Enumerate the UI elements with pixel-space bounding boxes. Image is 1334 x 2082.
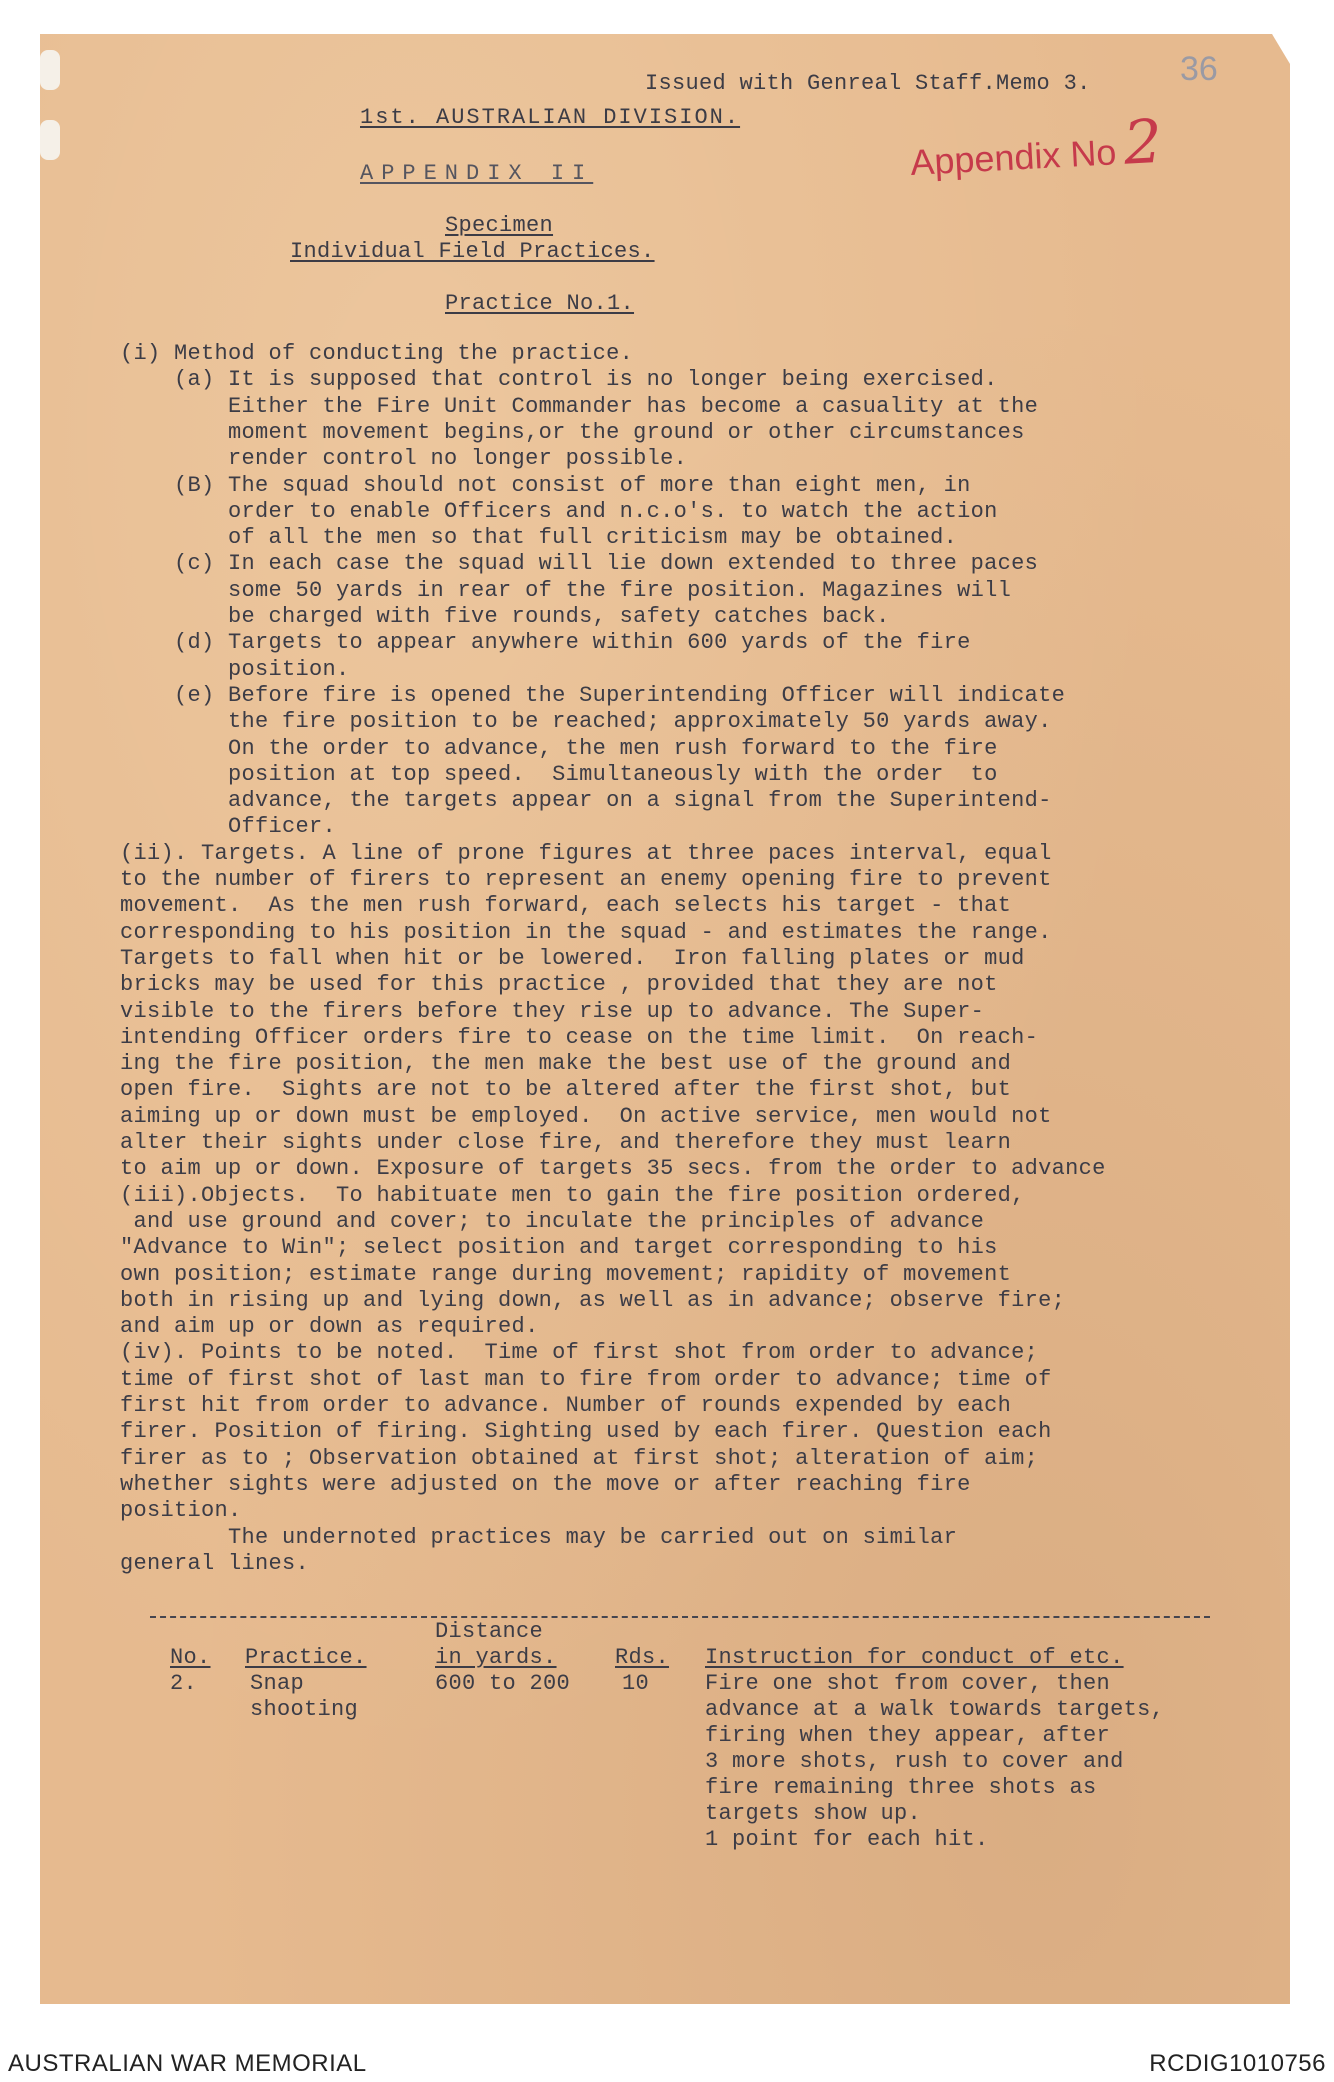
body-line: Either the Fire Unit Commander has become a casuality at the — [120, 394, 1039, 419]
body-line: own position; estimate range during movement; rapidity of movement — [120, 1262, 1012, 1287]
row-rds: 10 — [622, 1671, 650, 1696]
footer-id: RCDIG1010756 — [1149, 2050, 1326, 2077]
body-line: (d) Targets to appear anywhere within 600 yards of the fire — [120, 630, 971, 655]
body-line: (e) Before fire is opened the Superintending Officer will indicate — [120, 683, 1066, 708]
body-line: and aim up or down as required. — [120, 1314, 539, 1339]
footer-source: AUSTRALIAN WAR MEMORIAL — [8, 2050, 367, 2077]
body-line: visible to the firers before they rise up to advance. The Super- — [120, 999, 985, 1024]
body-line: and use ground and cover; to inculate the principles of advance — [120, 1209, 985, 1234]
body-line: some 50 yards in rear of the fire position. Magazines will — [120, 578, 1012, 603]
appendix-number: 2 — [1122, 106, 1164, 179]
body-line: (c) In each case the squad will lie down extended to three paces — [120, 551, 1039, 576]
table-top-rule — [150, 1616, 1210, 1618]
division-heading: 1st. AUSTRALIAN DIVISION. — [360, 105, 741, 130]
instruction-line: advance at a walk towards targets, — [705, 1697, 1165, 1722]
col-practice-header: Practice. — [245, 1645, 367, 1670]
col-no-header: No. — [170, 1645, 211, 1670]
col-instruction-header: Instruction for conduct of etc. — [705, 1645, 1124, 1670]
row-practice-2: shooting — [250, 1697, 359, 1722]
punch-hole — [40, 50, 60, 90]
row-practice-1: Snap — [250, 1671, 305, 1696]
body-line: bricks may be used for this practice , provided that they are not — [120, 972, 998, 997]
body-line: movement. As the men rush forward, each selects his target - that — [120, 893, 1012, 918]
appendix-label: Appendix No — [909, 131, 1118, 183]
body-line: alter their sights under close fire, and therefore they must learn — [120, 1130, 1012, 1155]
body-line: (B) The squad should not consist of more than eight men, in — [120, 473, 971, 498]
instruction-line: Fire one shot from cover, then — [705, 1671, 1111, 1696]
col-distance-header-2: in yards. — [435, 1645, 557, 1670]
punch-hole — [40, 120, 60, 160]
appendix-handwritten — [908, 107, 1164, 190]
body-line: time of first shot of last man to fire from order to advance; time of — [120, 1367, 1052, 1392]
body-line: "Advance to Win"; select position and target corresponding to his — [120, 1235, 998, 1260]
body-line: firer. Position of firing. Sighting used by each firer. Question each — [120, 1419, 1052, 1444]
instruction-line: 1 point for each hit. — [705, 1827, 989, 1852]
issued-note: Issued with Genreal Staff.Memo 3. — [645, 71, 1091, 96]
title-individual-field-practices: Individual Field Practices. — [290, 239, 655, 264]
body-line: position. — [120, 1498, 242, 1523]
practice-number: Practice No.1. — [445, 291, 635, 316]
body-line: of all the men so that full criticism may be obtained. — [120, 525, 958, 550]
page-number: 36 — [1180, 50, 1218, 88]
instruction-line: 3 more shots, rush to cover and — [705, 1749, 1124, 1774]
body-line: moment movement begins,or the ground or other circumstances — [120, 420, 1025, 445]
row-distance: 600 to 200 — [435, 1671, 571, 1696]
body-line: (a) It is supposed that control is no longer being exercised. — [120, 367, 998, 392]
body-line: The undernoted practices may be carried out on similar — [120, 1525, 958, 1550]
body-line: be charged with five rounds, safety catches back. — [120, 604, 890, 629]
body-line: Targets to fall when hit or be lowered. Iron falling plates or mud — [120, 946, 1025, 971]
col-rds-header: Rds. — [615, 1645, 670, 1670]
body-line: (i) Method of conducting the practice. — [120, 341, 634, 366]
body-line: open fire. Sights are not to be altered after the first shot, but — [120, 1077, 1012, 1102]
instruction-line: targets show up. — [705, 1801, 922, 1826]
body-line: (iv). Points to be noted. Time of first shot from order to advance; — [120, 1340, 1039, 1365]
body-line: advance, the targets appear on a signal from the Superintend- — [120, 788, 1052, 813]
body-line: (ii). Targets. A line of prone figures at three paces interval, equal — [120, 841, 1052, 866]
body-line: to the number of firers to represent an enemy opening fire to prevent — [120, 867, 1052, 892]
body-line: intending Officer orders fire to cease on the time limit. On reach- — [120, 1025, 1039, 1050]
col-distance-header-1: Distance — [435, 1619, 544, 1644]
body-line: the fire position to be reached; approximately 50 yards away. — [120, 709, 1052, 734]
body-line: aiming up or down must be employed. On active service, men would not — [120, 1104, 1052, 1129]
body-line: firer as to ; Observation obtained at first shot; alteration of aim; — [120, 1446, 1039, 1471]
body-line: general lines. — [120, 1551, 310, 1576]
body-line: to aim up or down. Exposure of targets 35 secs. from the order to advance — [120, 1156, 1106, 1181]
instruction-line: fire remaining three shots as — [705, 1775, 1097, 1800]
body-line: ing the fire position, the men make the best use of the ground and — [120, 1051, 1012, 1076]
body-line: position at top speed. Simultaneously with the order to — [120, 762, 998, 787]
body-line: (iii).Objects. To habituate men to gain the fire position ordered, — [120, 1183, 1025, 1208]
appendix-typed-heading: APPENDIX II — [360, 161, 594, 186]
body-line: whether sights were adjusted on the move or after reaching fire — [120, 1472, 971, 1497]
body-line: first hit from order to advance. Number of rounds expended by each — [120, 1393, 1012, 1418]
title-specimen: Specimen — [445, 213, 554, 238]
body-line: order to enable Officers and n.c.o's. to watch the action — [120, 499, 998, 524]
body-line: corresponding to his position in the squad - and estimates the range. — [120, 920, 1052, 945]
body-line: position. — [120, 657, 350, 682]
body-line: Officer. — [120, 814, 337, 839]
instruction-line: firing when they appear, after — [705, 1723, 1111, 1748]
body-line: render control no longer possible. — [120, 446, 688, 471]
body-line: On the order to advance, the men rush forward to the fire — [120, 736, 998, 761]
body-line: both in rising up and lying down, as well as in advance; observe fire; — [120, 1288, 1066, 1313]
row-no: 2. — [170, 1671, 198, 1696]
